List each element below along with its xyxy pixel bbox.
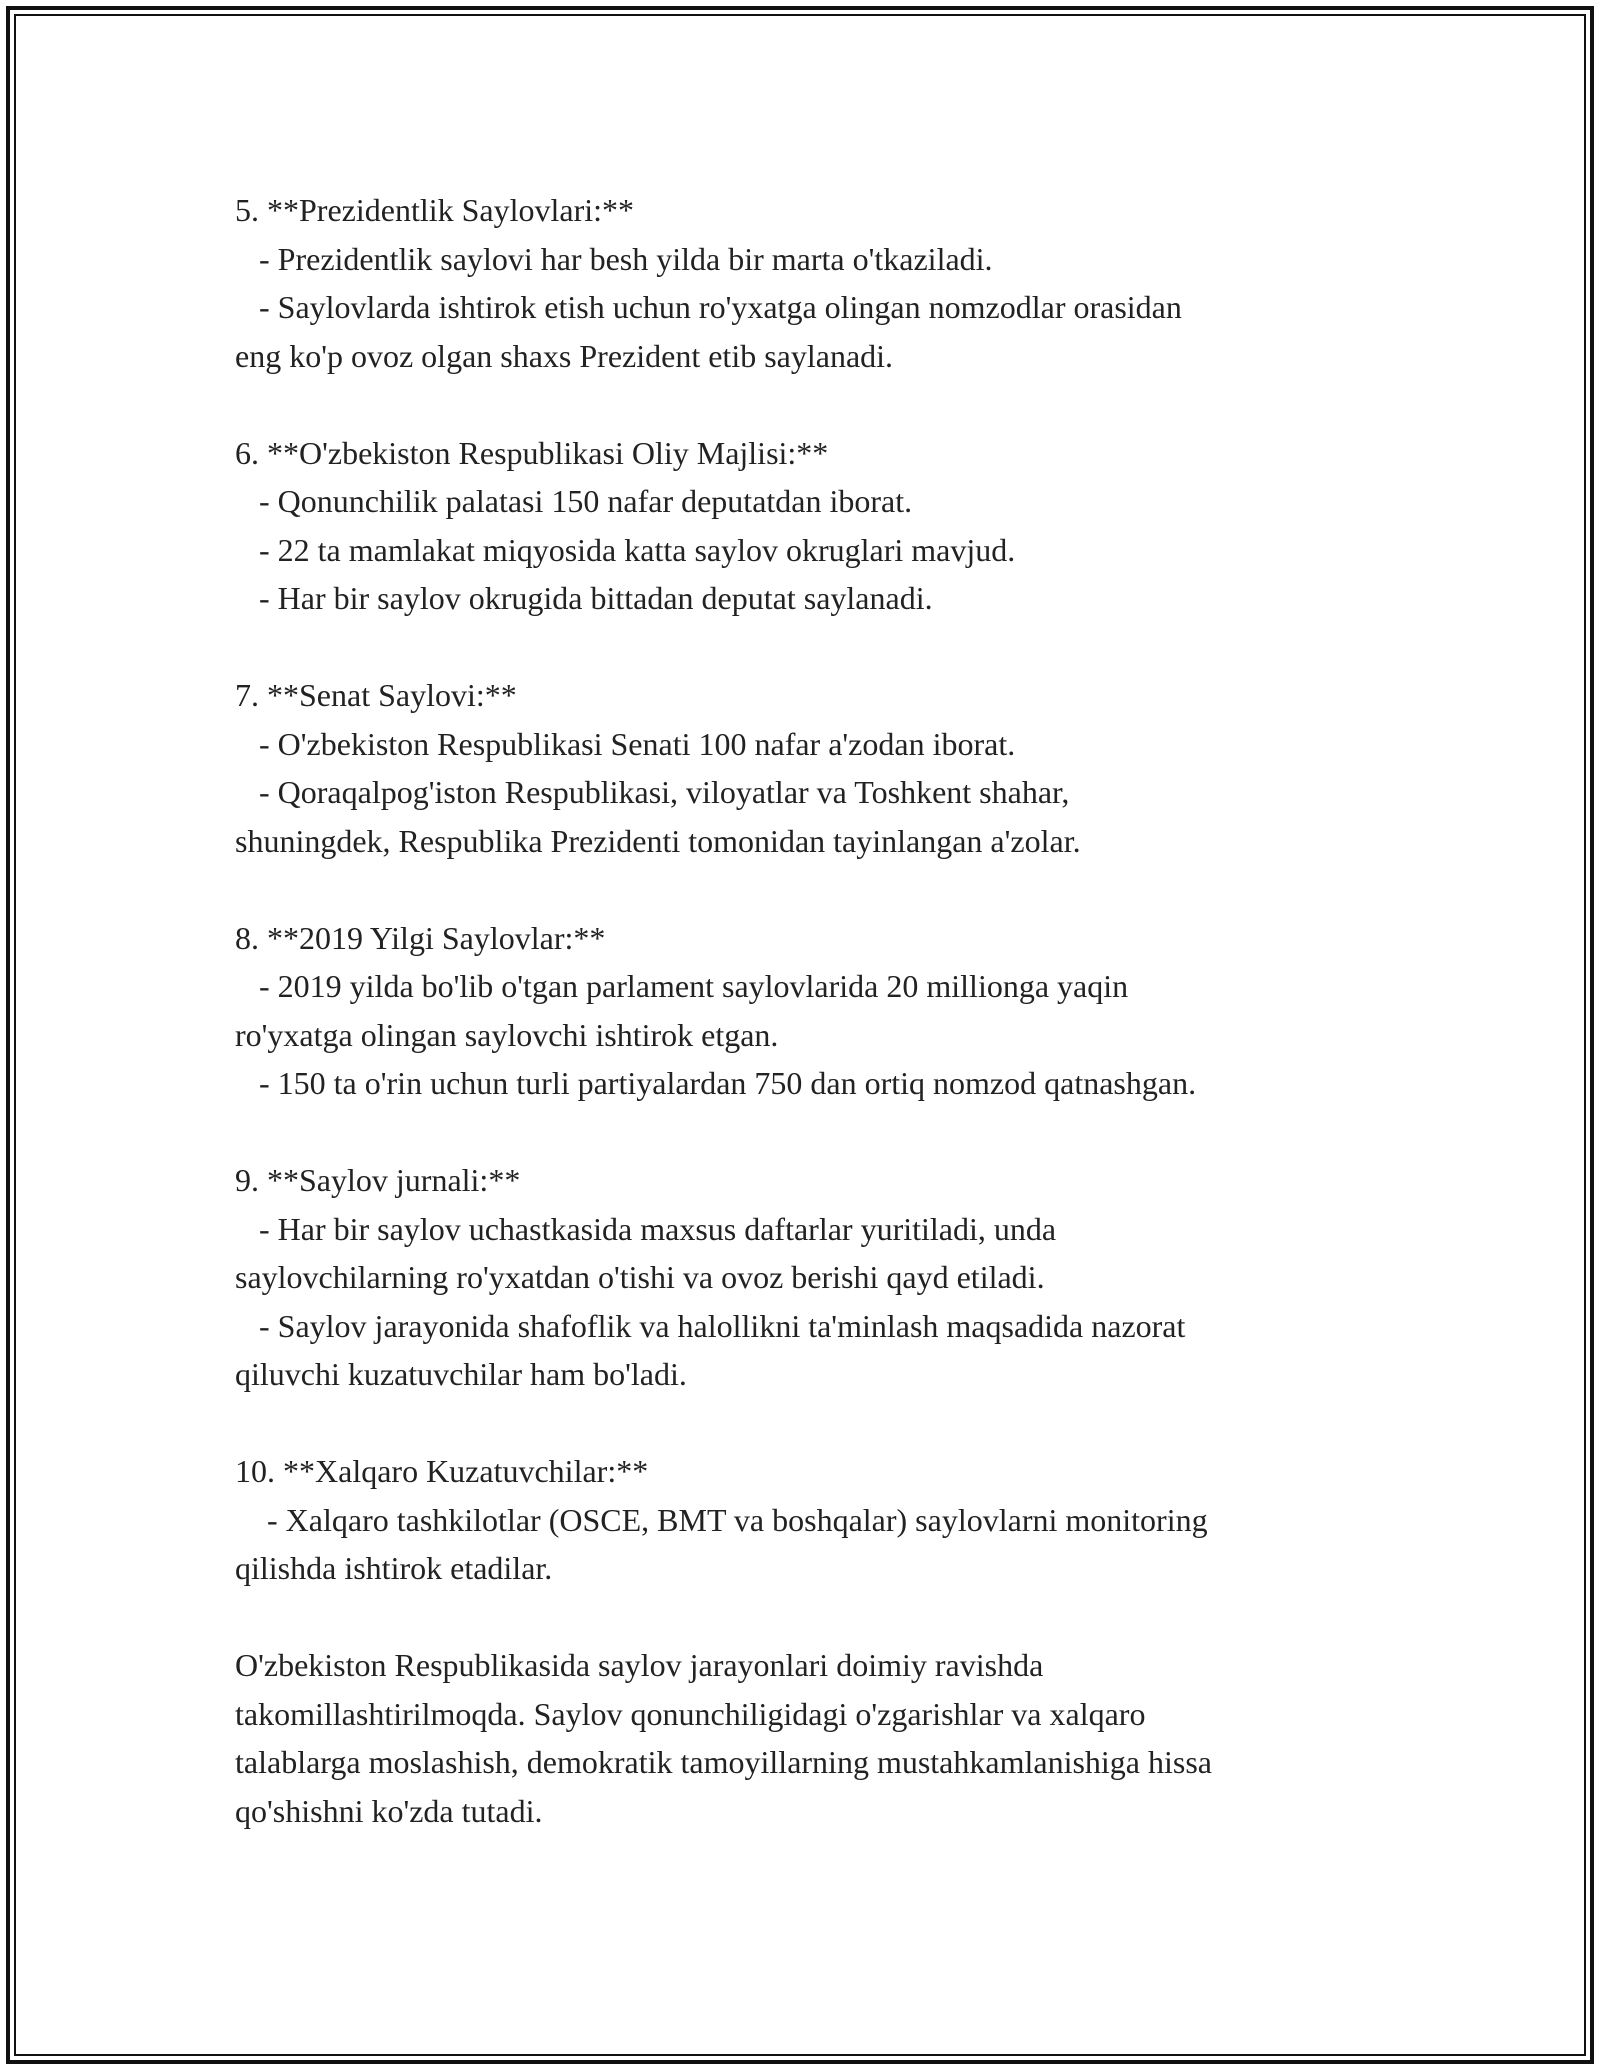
conclusion-line: takomillashtirilmoqda. Saylov qonunchiligidagi o'zgarishlar va xalqaro <box>235 1695 1146 1732</box>
section-heading: 5. **Prezidentlik Saylovlari:** <box>235 192 635 228</box>
section-heading: 10. **Xalqaro Kuzatuvchilar:** <box>235 1453 649 1489</box>
section-line: - Har bir saylov okrugida bittadan deputat saylanadi. <box>235 580 933 616</box>
section-line: eng ko'p ovoz olgan shaxs Prezident etib saylanadi. <box>235 337 894 374</box>
conclusion-line: qo'shishni ko'zda tutadi. <box>235 1792 543 1829</box>
section-line: ro'yxatga olingan saylovchi ishtirok etgan. <box>235 1016 779 1053</box>
section-line: - Xalqaro tashkilotlar (OSCE, BMT va boshqalar) saylovlarni monitoring <box>235 1501 1208 1538</box>
paragraph-gap <box>235 865 1375 914</box>
section-heading: 9. **Saylov jurnali:** <box>235 1162 521 1198</box>
section-heading: 6. **O'zbekiston Respublikasi Oliy Majlisi:** <box>235 434 829 471</box>
section-senate-elections <box>235 671 1375 865</box>
section-line: - 150 ta o'rin uchun turli partiyalardan 750 dan ortiq nomzod qatnashgan. <box>235 1065 1197 1101</box>
section-line: - Saylovlarda ishtirok etish uchun ro'yxatga olingan nomzodlar orasidan <box>235 289 1182 325</box>
section-heading: 7. **Senat Saylovi:** <box>235 677 517 713</box>
section-line: - Saylov jarayonida shafoflik va halollikni ta'minlash maqsadida nazorat <box>235 1307 1186 1344</box>
document-body <box>235 186 1375 1835</box>
section-line: shuningdek, Respublika Prezidenti tomonidan tayinlangan a'zolar. <box>235 822 1081 859</box>
paragraph-gap <box>235 380 1375 429</box>
conclusion-line: talablarga moslashish, demokratik tamoyillarning mustahkamlanishiga hissa <box>235 1744 1212 1780</box>
section-oliy-majlis <box>235 429 1375 623</box>
section-line: - Prezidentlik saylovi har besh yilda bir marta o'tkaziladi. <box>235 240 993 277</box>
conclusion-line: O'zbekiston Respublikasida saylov jarayonlari doimiy ravishda <box>235 1647 1044 1683</box>
section-presidential-elections <box>235 186 1375 380</box>
section-election-journal <box>235 1156 1375 1399</box>
section-heading: 8. **2019 Yilgi Saylovlar:** <box>235 919 606 956</box>
section-line: - Har bir saylov uchastkasida maxsus daftarlar yuritiladi, unda <box>235 1210 1057 1247</box>
conclusion-paragraph <box>235 1641 1375 1835</box>
section-line: - Qoraqalpog'iston Respublikasi, viloyatlar va Toshkent shahar, <box>235 774 1070 810</box>
paragraph-gap <box>235 1593 1375 1642</box>
section-line: - Qonunchilik palatasi 150 nafar deputatdan iborat. <box>235 483 913 519</box>
section-international-observers <box>235 1447 1375 1593</box>
paragraph-gap <box>235 623 1375 672</box>
paragraph-gap <box>235 1108 1375 1157</box>
paragraph-gap <box>235 1399 1375 1448</box>
section-line: qiluvchi kuzatuvchilar ham bo'ladi. <box>235 1356 687 1392</box>
section-line: - O'zbekiston Respublikasi Senati 100 nafar a'zodan iborat. <box>235 725 1016 762</box>
section-line: qilishda ishtirok etadilar. <box>235 1550 553 1586</box>
section-line: - 22 ta mamlakat miqyosida katta saylov okruglari mavjud. <box>235 531 1016 568</box>
section-line: saylovchilarning ro'yxatdan o'tishi va ovoz berishi qayd etiladi. <box>235 1259 1045 1295</box>
section-2019-elections <box>235 914 1375 1108</box>
section-line: - 2019 yilda bo'lib o'tgan parlament saylovlarida 20 millionga yaqin <box>235 968 1129 1004</box>
